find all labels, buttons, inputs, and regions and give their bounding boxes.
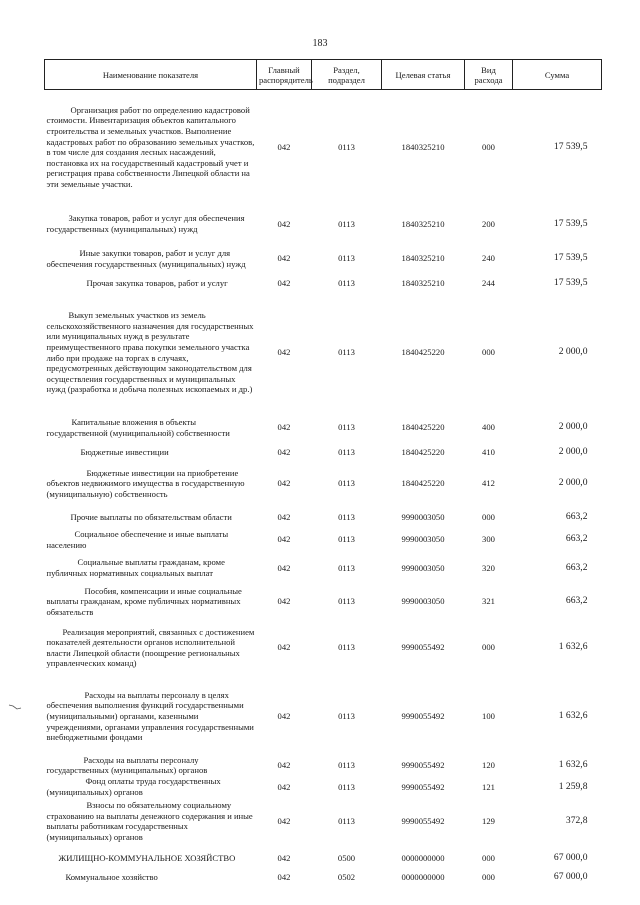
cell-grbs: 042 <box>277 511 291 522</box>
cell-kind: 000 <box>482 642 495 653</box>
cell-section: 0113 <box>338 759 355 770</box>
table-row <box>45 551 602 586</box>
header-name: Наименование показателя <box>45 60 257 90</box>
header-section: Раздел, подраздел <box>312 60 382 90</box>
cell-grbs: 042 <box>277 422 291 433</box>
cell-grbs: 042 <box>277 759 291 770</box>
table-row <box>45 294 602 412</box>
cell-section: 0113 <box>338 253 355 264</box>
cell-section: 0502 <box>337 872 356 883</box>
cell-sum: 17 539,5 <box>553 217 588 229</box>
header-kind: Вид расхода <box>465 60 513 90</box>
table-row <box>45 205 602 244</box>
cell-kind: 129 <box>482 816 495 827</box>
table-row <box>45 871 602 883</box>
cell-sum: 67 000,0 <box>553 871 588 883</box>
cell-article: 9990055492 <box>401 710 445 721</box>
cell-name: Бюджетные инвестиции на приобретение объектов недвижимого имущества в государственную (муниципальную) собственность <box>46 467 245 499</box>
cell-name: Прочие выплаты по обязательствам области <box>70 511 232 522</box>
cell-sum: 663,2 <box>565 595 588 607</box>
cell-article: 1840325210 <box>401 253 445 264</box>
cell-grbs: 042 <box>277 781 291 792</box>
cell-section: 0113 <box>338 534 355 545</box>
cell-section: 0113 <box>338 422 355 433</box>
cell-sum: 1 632,6 <box>558 709 588 721</box>
cell-grbs: 042 <box>277 642 291 653</box>
cell-sum: 1 259,8 <box>558 780 588 792</box>
scan-mark-icon <box>8 703 22 711</box>
cell-section: 0113 <box>338 347 355 358</box>
cell-section: 0113 <box>338 562 355 573</box>
cell-name: ЖИЛИЩНО-КОММУНАЛЬНОЕ ХОЗЯЙСТВО <box>58 853 236 864</box>
cell-kind: 000 <box>482 511 495 522</box>
cell-grbs: 042 <box>277 816 291 827</box>
cell-article: 9990055492 <box>401 781 445 792</box>
cell-kind: 200 <box>482 218 495 229</box>
cell-kind: 410 <box>482 447 495 458</box>
cell-section: 0113 <box>338 781 355 792</box>
cell-grbs: 042 <box>277 872 291 883</box>
cell-kind: 120 <box>482 759 495 770</box>
cell-kind: 000 <box>482 853 495 864</box>
cell-article: 1840425220 <box>401 478 445 489</box>
header-grbs: Главный распорядитель <box>257 60 312 90</box>
cell-sum: 17 539,5 <box>553 252 588 264</box>
cell-grbs: 042 <box>277 478 291 489</box>
cell-kind: 240 <box>482 253 495 264</box>
cell-kind: 412 <box>482 478 495 489</box>
cell-kind: 400 <box>482 422 495 433</box>
cell-grbs: 042 <box>277 447 291 458</box>
cell-section: 0113 <box>338 218 355 229</box>
cell-section: 0113 <box>338 447 355 458</box>
table-row <box>45 274 602 294</box>
cell-grbs: 042 <box>277 278 291 289</box>
table-row <box>45 412 602 444</box>
cell-name: Фонд оплаты труда государственных (муниципальных) органов <box>46 776 221 797</box>
cell-name: Коммунальное хозяйство <box>65 872 158 883</box>
table-row <box>45 586 602 618</box>
cell-sum: 663,2 <box>565 510 588 522</box>
cell-name: Выкуп земельных участков из земель сельскохозяйственного назначения для государственных или муниципальных нужд в результате преимущественного права покупки земельного участка либо при продаже на торгах в случаях, предусмотренных действующим законодательством для осуществления государственных и муниципальных нужд (разработка и добыча полезных ископаемых и др.) <box>46 310 254 395</box>
table-row <box>45 506 602 529</box>
cell-sum: 2 000,0 <box>558 477 588 489</box>
cell-name: Взносы по обязательному социальному страхованию на выплаты денежного содержания и иные выплаты работникам государственных (муниципальных) органов <box>46 800 253 843</box>
cell-grbs: 042 <box>277 253 291 264</box>
cell-grbs: 042 <box>277 853 291 864</box>
cell-sum: 67 000,0 <box>553 852 588 864</box>
cell-grbs: 042 <box>277 596 291 607</box>
cell-sum: 1 632,6 <box>558 641 588 653</box>
table-row <box>45 776 602 797</box>
cell-kind: 321 <box>482 596 495 607</box>
cell-name: Расходы на выплаты персоналу государственных (муниципальных) органов <box>46 754 208 776</box>
cell-name: Иные закупки товаров, работ и услуг для обеспечения государственных (муниципальных) нужд <box>46 247 246 269</box>
cell-section: 0113 <box>338 596 355 607</box>
cell-article: 9990055492 <box>401 759 445 770</box>
cell-article: 9990055492 <box>401 816 445 827</box>
cell-article: 9990003050 <box>401 562 445 573</box>
table-row <box>45 754 602 776</box>
cell-name: Социальное обеспечение и иные выплаты населению <box>46 528 229 550</box>
cell-article: 1840425220 <box>401 447 445 458</box>
cell-sum: 1 632,6 <box>558 758 588 770</box>
page-number: 183 <box>312 38 328 49</box>
cell-name: Пособия, компенсации и иные социальные выплаты гражданам, кроме публичных нормативных обязательств <box>46 585 242 617</box>
cell-section: 0113 <box>338 278 355 289</box>
cell-kind: 000 <box>482 347 495 358</box>
cell-sum: 17 539,5 <box>553 277 588 289</box>
cell-sum: 2 000,0 <box>558 346 588 358</box>
budget-table <box>44 59 602 883</box>
cell-sum: 2 000,0 <box>558 421 588 433</box>
cell-article: 9990003050 <box>401 596 445 607</box>
cell-article: 0000000000 <box>401 853 445 864</box>
table-row <box>45 444 602 462</box>
cell-section: 0113 <box>338 511 355 522</box>
cell-article: 9990003050 <box>401 534 445 545</box>
cell-kind: 000 <box>482 872 495 883</box>
cell-kind: 100 <box>482 710 495 721</box>
cell-name: Организация работ по определению кадастровой стоимости. Инвентаризация объектов капитального строительства и земельных участков. Выполнение кадастровых работ по образованию земельных участков, в том числе для создания лесных насаждений, постановка их на государственный кадастровый учет и регистрация права собственности Липецкой области на эти земельные участки. <box>46 104 255 190</box>
cell-article: 0000000000 <box>401 872 445 883</box>
cell-kind: 300 <box>482 534 495 545</box>
cell-kind: 320 <box>482 562 495 573</box>
cell-grbs: 042 <box>277 141 291 152</box>
cell-name: Расходы на выплаты персоналу в целях обеспечения выполнения функций государственными (муниципальными) органами, казенными учреждениями, органами управления государственными внебюджетными фондами <box>46 689 254 743</box>
cell-section: 0113 <box>338 642 355 653</box>
cell-sum: 17 539,5 <box>553 140 588 152</box>
cell-name: Реализация мероприятий, связанных с достижением показателей деятельности органов исполнительной власти Липецкой области (поощрение региональных управленческих команд) <box>46 626 255 669</box>
table-row <box>45 617 602 678</box>
cell-kind: 000 <box>482 141 495 152</box>
cell-article: 1840425220 <box>401 347 445 358</box>
cell-grbs: 042 <box>277 347 291 358</box>
cell-article: 1840325210 <box>401 278 445 289</box>
cell-grbs: 042 <box>277 562 291 573</box>
cell-name: Бюджетные инвестиции <box>80 447 169 458</box>
cell-grbs: 042 <box>277 218 291 229</box>
cell-article: 9990003050 <box>401 511 445 522</box>
cell-sum: 372,8 <box>565 815 588 827</box>
cell-section: 0113 <box>338 816 355 827</box>
header-article: Целевая статья <box>382 60 465 90</box>
table-row <box>45 529 602 551</box>
cell-grbs: 042 <box>277 534 291 545</box>
cell-article: 1840425220 <box>401 422 445 433</box>
table-row <box>45 678 602 754</box>
cell-sum: 663,2 <box>565 561 588 573</box>
cell-section: 0113 <box>338 710 355 721</box>
cell-kind: 244 <box>482 278 495 289</box>
cell-section: 0113 <box>338 141 355 152</box>
table-header-row <box>45 60 602 90</box>
cell-name: Прочая закупка товаров, работ и услуг <box>86 278 228 289</box>
table-row <box>45 462 602 506</box>
header-sum: Сумма <box>513 60 602 90</box>
cell-name: Социальные выплаты гражданам, кроме публичных нормативных социальных выплат <box>46 557 225 578</box>
cell-section: 0500 <box>337 853 356 864</box>
cell-grbs: 042 <box>277 710 291 721</box>
table-row <box>45 90 602 205</box>
cell-article: 1840325210 <box>401 141 445 152</box>
cell-article: 1840325210 <box>401 218 445 229</box>
cell-article: 9990055492 <box>401 642 445 653</box>
cell-name: Капитальные вложения в объекты государственной (муниципальной) собственности <box>46 416 230 438</box>
cell-section: 0113 <box>338 478 355 489</box>
cell-name: Закупка товаров, работ и услуг для обеспечения государственных (муниципальных) нужд <box>46 213 245 234</box>
cell-sum: 2 000,0 <box>558 446 588 458</box>
cell-kind: 121 <box>482 781 495 792</box>
table-row <box>45 797 602 845</box>
table-row <box>45 845 602 871</box>
table-row <box>45 244 602 274</box>
cell-sum: 663,2 <box>565 533 588 545</box>
